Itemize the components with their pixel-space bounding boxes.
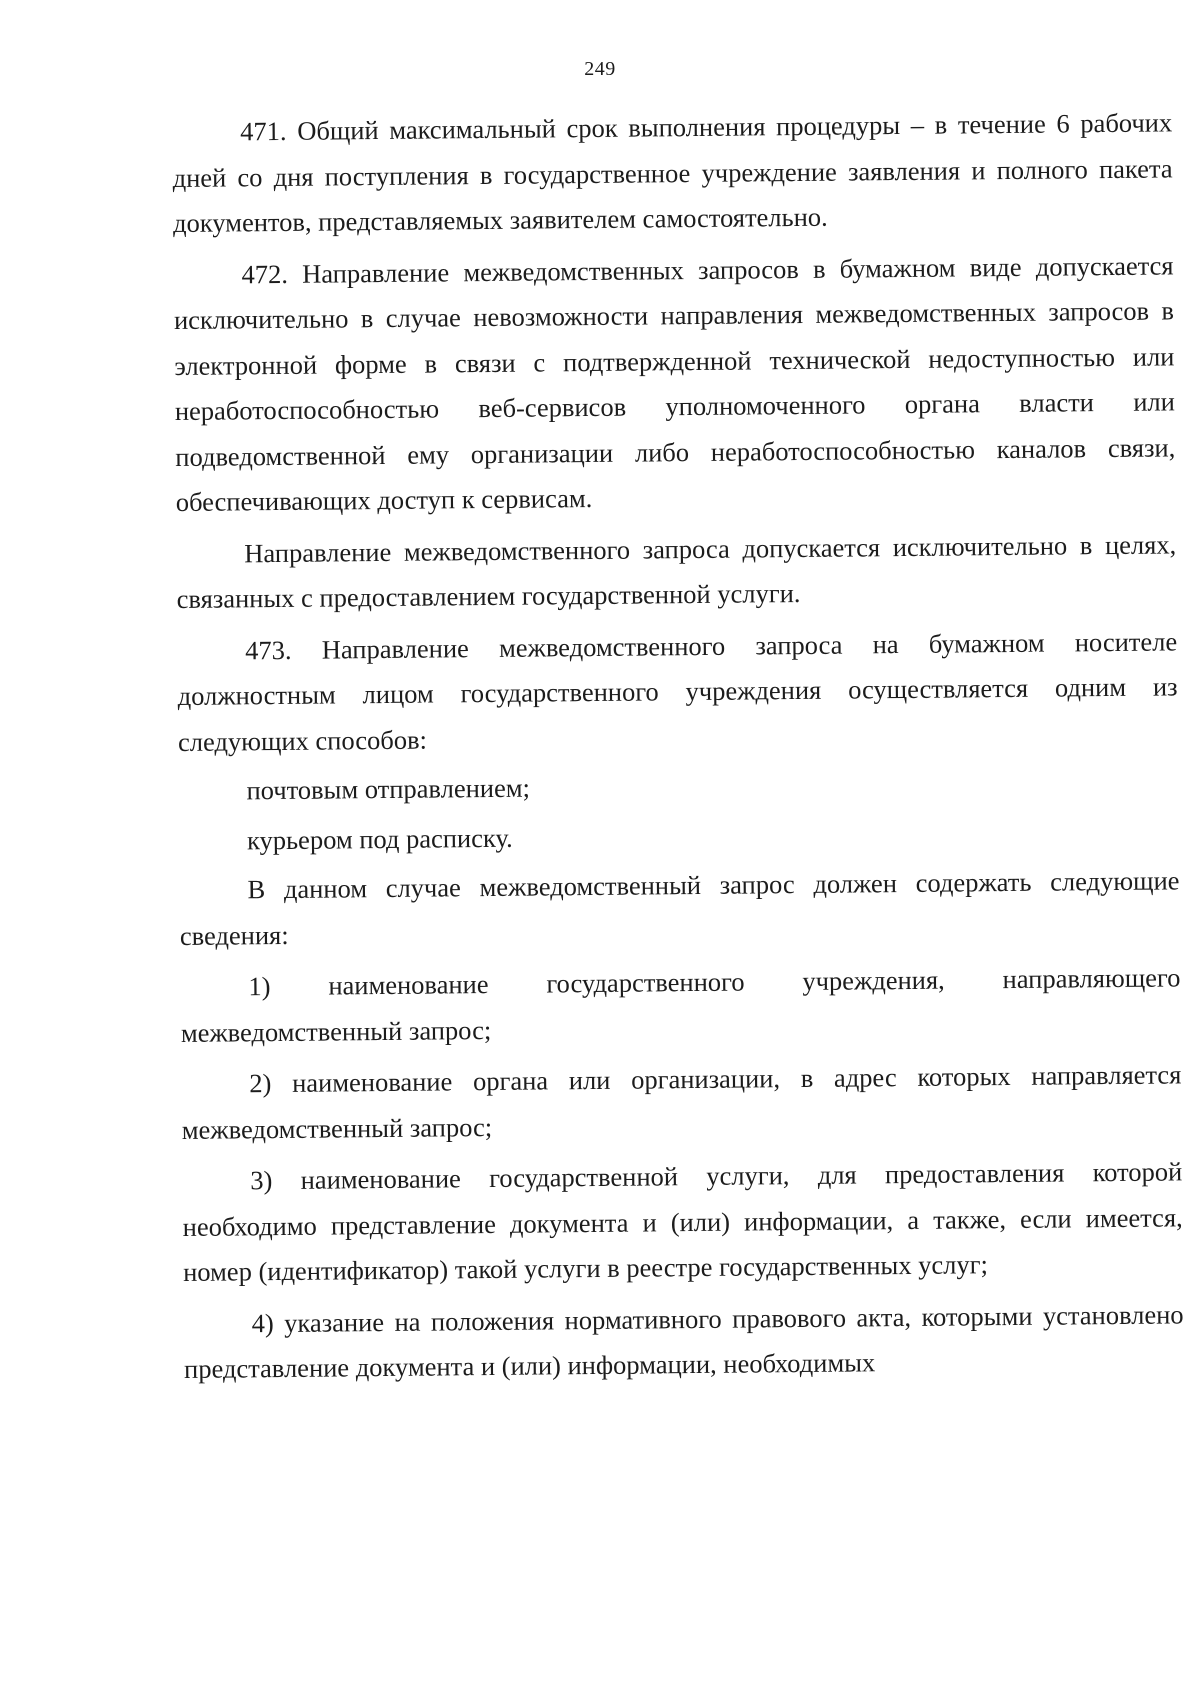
paragraph-473: 473. Направление межведомственного запроса на бумажном носителе должностным лицом государственного учреждения осуществляется одним из следующих способов: [177,625,1178,757]
paragraph-required-info: В данном случае межведомственный запрос должен содержать следующие сведения: [179,865,1180,951]
paragraph-472: 472. Направление межведомственных запросов в бумажном виде допускается исключительно в случае невозможности направления межведомственных запросов в электронной форме в связи с подтвержденной технической недоступностью или неработоспособностью веб-сервисов уполномоченного органа власти или подведомственной ему организации либо неработоспособностью каналов связи, обеспечивающих доступ к сервисам. [173,249,1176,517]
list-item-1: 1) наименование государственного учреждения, направляющего межведомственный запрос; [180,962,1181,1048]
paragraph-472-note: Направление межведомственного запроса допускается исключительно в целях, связанных с предоставлением государственной услуги. [176,528,1177,614]
method-courier: курьером под расписку. [246,822,513,855]
document-body [172,100,1184,1392]
list-item-2: 2) наименование органа или организации, в адрес которых направляется межведомственный запрос; [181,1059,1182,1145]
list-item-4: 4) указание на положения нормативного правового акта, которыми установлено представление документа и (или) информации, необходимых [183,1298,1184,1384]
page-number: 249 [584,58,616,80]
method-postal: почтовым отправлением; [246,772,531,806]
paragraph-471: 471. Общий максимальный срок выполнения процедуры – в течение 6 рабочих дней со дня поступления в государственное учреждение заявления и полного пакета документов, представляемых заявителем самостоятельно. [172,107,1173,238]
list-item-3: 3) наименование государственной услуги, для предоставления которой необходимо представление документа и (или) информации, а также, если имеется, номер (идентификатор) такой услуги в реестре государственных услуг; [182,1156,1183,1287]
